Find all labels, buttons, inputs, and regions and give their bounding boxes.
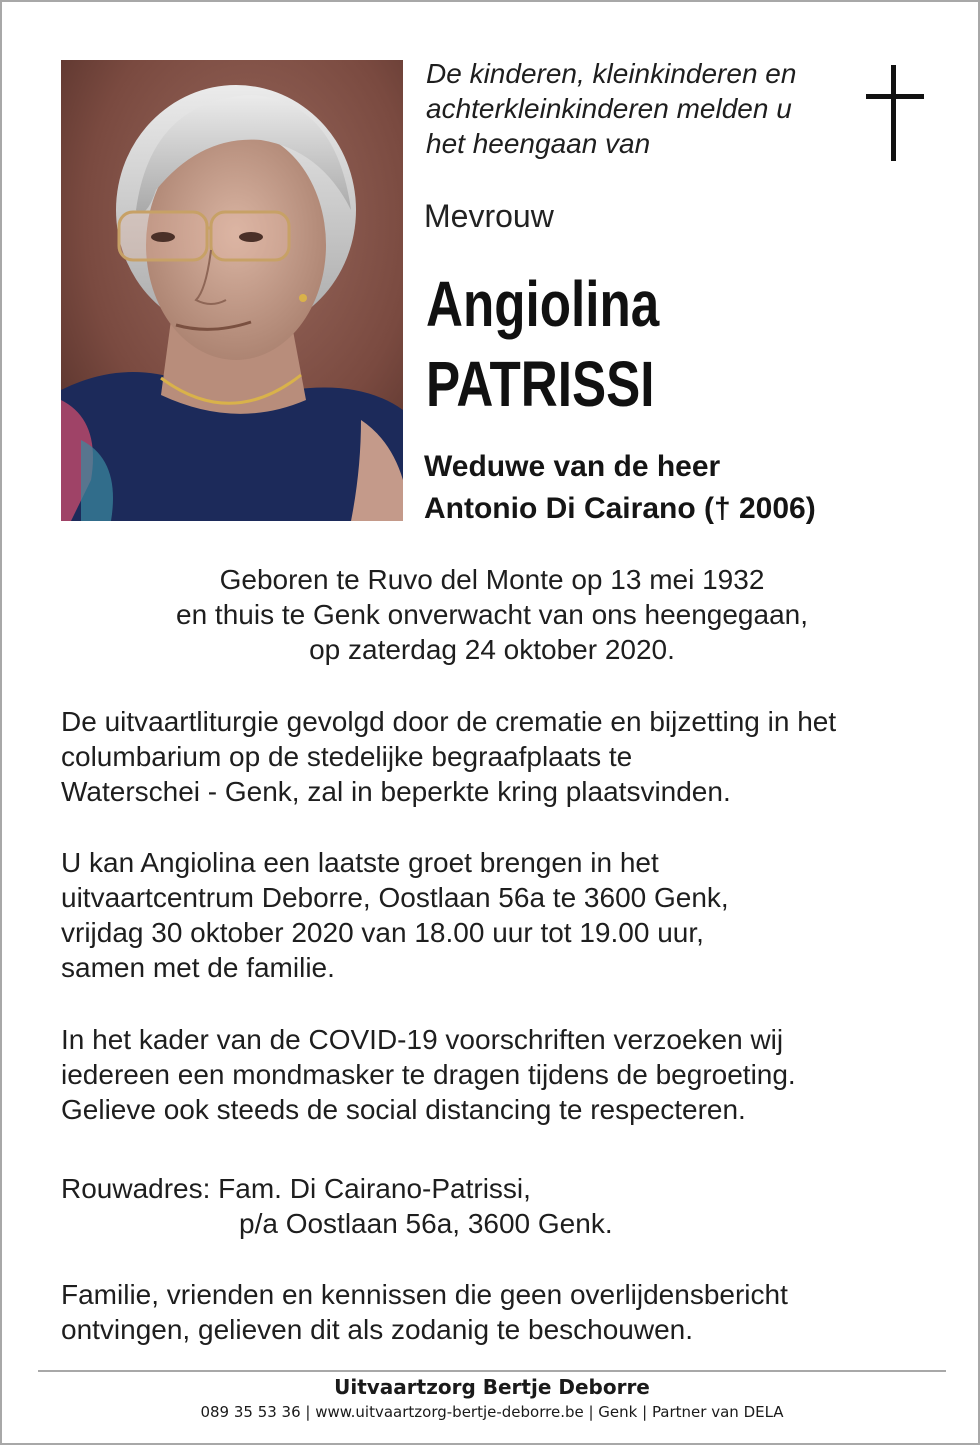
widow-line: Weduwe van de heer [424, 450, 721, 483]
intro-line: De kinderen, kleinkinderen en [426, 58, 797, 89]
paragraph-line: Gelieve ook steeds de social distancing te respecteren. [61, 1094, 746, 1125]
first-name: Angiolina [426, 268, 660, 340]
paragraph-line: In het kader van de COVID-19 voorschriften verzoeken wij [61, 1024, 784, 1055]
announcement-intro [426, 56, 856, 161]
paragraph-line: iedereen een mondmasker te dragen tijdens de begroeting. [61, 1059, 796, 1090]
funeral-paragraph [61, 704, 941, 809]
funeral-home-name: Uitvaartzorg Bertje Deborre [334, 1375, 650, 1399]
deceased-name [426, 264, 659, 424]
intro-line: achterkleinkinderen melden u [426, 93, 792, 124]
address-line: p/a Oostlaan 56a, 3600 Genk. [239, 1208, 613, 1239]
farewell-paragraph [61, 845, 941, 985]
birth-line: op zaterdag 24 oktober 2020. [309, 634, 675, 665]
birth-line: Geboren te Ruvo del Monte op 13 mei 1932 [219, 564, 765, 595]
cross-icon [866, 65, 924, 166]
paragraph-line: ontvingen, gelieven dit als zodanig te beschouwen. [61, 1314, 693, 1345]
widow-of [424, 446, 816, 530]
birth-death-info [2, 562, 980, 667]
paragraph-line: vrijdag 30 oktober 2020 van 18.00 uur tot 19.00 uur, [61, 917, 704, 948]
birth-line: en thuis te Genk onverwacht van ons heengegaan, [176, 599, 808, 630]
covid-paragraph [61, 1022, 941, 1127]
honorific: Mevrouw [424, 198, 554, 234]
paragraph-line: columbarium op de stedelijke begraafplaats te [61, 741, 633, 772]
address-line: Rouwadres: Fam. Di Cairano-Patrissi, [61, 1173, 531, 1204]
widow-line: Antonio Di Cairano († 2006) [424, 492, 816, 525]
portrait-photo [61, 60, 403, 521]
paragraph-line: Waterschei - Genk, zal in beperkte kring plaatsvinden. [61, 776, 731, 807]
mourning-address [61, 1171, 941, 1241]
intro-line: het heengaan van [426, 128, 651, 159]
paragraph-line: U kan Angiolina een laatste groet brengen in het [61, 847, 659, 878]
last-name: PATRISSI [426, 348, 655, 420]
paragraph-line: De uitvaartliturgie gevolgd door de crematie en bijzetting in het [61, 706, 837, 737]
paragraph-line: uitvaartcentrum Deborre, Oostlaan 56a te 3600 Genk, [61, 882, 729, 913]
paragraph-line: Familie, vrienden en kennissen die geen overlijdensbericht [61, 1279, 788, 1310]
footer-divider [38, 1370, 946, 1372]
closing-paragraph [61, 1277, 941, 1347]
paragraph-line: samen met de familie. [61, 952, 335, 983]
funeral-home-contact: 089 35 53 36 | www.uitvaartzorg-bertje-deborre.be | Genk | Partner van DELA [200, 1403, 784, 1421]
